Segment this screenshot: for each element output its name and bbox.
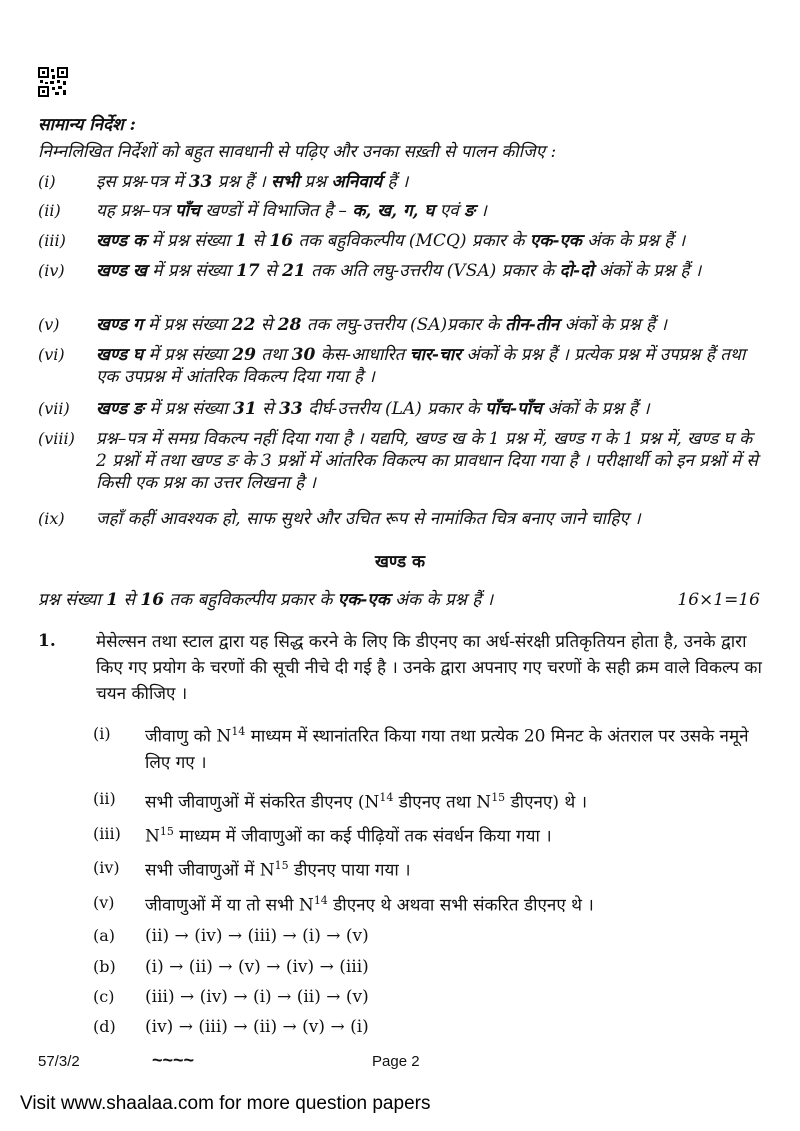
instructions-intro: निम्नलिखित निर्देशों को बहुत सावधानी से पढ़िए और उनका सख़्ती से पालन कीजिए :	[38, 142, 557, 162]
step-label: (ii)	[93, 789, 116, 808]
instruction-text: खण्ड क में प्रश्न संख्या 1 से 16 तक बहुविकल्पीय (MCQ) प्रकार के एक-एक अंक के प्रश्न हैं ।	[96, 231, 686, 251]
page-number: Page 2	[372, 1053, 420, 1070]
section-marks: 16×1=16	[677, 590, 760, 610]
step-label: (i)	[93, 724, 111, 743]
instruction-text: यह प्रश्न–पत्र पाँच खण्डों में विभाजित है – क, ख, ग, घ एवं ङ ।	[96, 201, 487, 221]
instruction-num: (vii)	[38, 399, 70, 418]
step-text: सभी जीवाणुओं में संकरित डीएनए ($N^{14}$ डीएनए तथा $N^{15}$ डीएनए) थे ।	[145, 791, 588, 813]
instruction-text: खण्ड ख में प्रश्न संख्या 17 से 21 तक अति लघु-उत्तरीय (VSA) प्रकार के दो-दो अंकों के प्रश्न हैं ।	[96, 261, 702, 281]
option-a-text: (ii) → (iv) → (iii) → (i) → (v)	[145, 926, 369, 946]
instruction-num: (v)	[38, 315, 60, 334]
option-label: (d)	[93, 1017, 116, 1036]
question-text: मेसेल्सन तथा स्टाल द्वारा यह सिद्ध करने के लिए कि डीएनए का अर्ध-संरक्षी प्रतिकृतियन होता है, उनके द्वारा किए गए प्रयोग के चरणों की सूची नीचे दी गई है । उनके द्वारा अपनाए गए चरणों के सही क्रम वाले विकल्प का चयन कीजिए ।	[96, 632, 762, 704]
instruction-text: खण्ड घ में प्रश्न संख्या 29 तथा 30 केस-आधारित चार-चार अंकों के प्रश्न हैं । प्रत्येक प्रश्न में उपप्रश्न हैं तथा एक उपप्रश्न में आंतरिक विकल्प दिया गया है ।	[96, 345, 746, 387]
instruction-num: (ii)	[38, 201, 61, 220]
step-text: जीवाणु को $N^{14}$ माध्यम में स्थानांतरित किया गया तथा प्रत्येक 20 मिनट के अंतराल पर उसके नमूने लिए गए ।	[145, 725, 749, 773]
option-c-text: (iii) → (iv) → (i) → (ii) → (v)	[145, 987, 369, 1007]
option-label: (b)	[93, 957, 116, 976]
section-title: खण्ड क	[374, 552, 426, 572]
option-b-text: (i) → (ii) → (v) → (iv) → (iii)	[145, 957, 369, 977]
step-text: जीवाणुओं में या तो सभी $N^{14}$ डीएनए थे अथवा सभी संकरित डीएनए थे ।	[145, 894, 594, 916]
option-d-text: (iv) → (iii) → (ii) → (v) → (i)	[145, 1017, 369, 1037]
tilde-separator: ~~~~	[152, 1050, 195, 1070]
instruction-num: (i)	[38, 172, 56, 191]
section-instruction: प्रश्न संख्या 1 से 16 तक बहुविकल्पीय प्रकार के एक-एक अंक के प्रश्न हैं ।	[38, 590, 494, 610]
instruction-text: खण्ड ङ में प्रश्न संख्या 31 से 33 दीर्घ-उत्तरीय (LA) प्रकार के पाँच-पाँच अंकों के प्रश्न हैं ।	[96, 399, 650, 419]
step-label: (iv)	[93, 858, 120, 877]
instruction-num: (viii)	[38, 429, 75, 448]
instruction-num: (ix)	[38, 509, 65, 528]
step-label: (iii)	[93, 824, 121, 843]
instruction-text: जहाँ कहीं आवश्यक हो, साफ सुथरे और उचित रूप से नामांकित चित्र बनाए जाने चाहिए ।	[96, 509, 641, 529]
instruction-text: प्रश्न–पत्र में समग्र विकल्प नहीं दिया गया है । यद्यपि, खण्ड ख के 1 प्रश्न में, खण्ड ग के 1 प्रश्न में, खण्ड घ के 2 प्रश्नों में तथा खण्ड ङ के 3 प्रश्नों में आंतरिक विकल्प का प्रावधान दिया गया है । परीक्षार्थी को इन प्रश्नों में से किसी एक प्रश्न का उत्तर लिखना है ।	[96, 429, 758, 493]
step-text: सभी जीवाणुओं में $N^{15}$ डीएनए पाया गया ।	[145, 859, 411, 881]
instruction-num: (iii)	[38, 231, 66, 250]
option-label: (a)	[93, 926, 116, 945]
paper-code: 57/3/2	[38, 1053, 80, 1070]
visit-link[interactable]: Visit www.shaalaa.com for more question papers	[20, 1093, 431, 1114]
instruction-num: (vi)	[38, 345, 65, 364]
option-label: (c)	[93, 987, 115, 1006]
question-number: 1.	[38, 631, 56, 651]
general-instructions-heading: सामान्य निर्देश :	[38, 115, 136, 135]
instruction-text: खण्ड ग में प्रश्न संख्या 22 से 28 तक लघु-उत्तरीय (SA)प्रकार के तीन-तीन अंकों के प्रश्न हैं ।	[96, 315, 667, 335]
step-text: $N^{15}$ माध्यम में जीवाणुओं का कई पीढ़ियों तक संवर्धन किया गया ।	[145, 825, 552, 847]
step-label: (v)	[93, 893, 115, 912]
instruction-num: (iv)	[38, 261, 65, 280]
qr-code-icon	[38, 67, 68, 97]
instruction-text: इस प्रश्न-पत्र में 33 प्रश्न हैं । सभी प्रश्न अनिवार्य हैं ।	[96, 172, 409, 192]
